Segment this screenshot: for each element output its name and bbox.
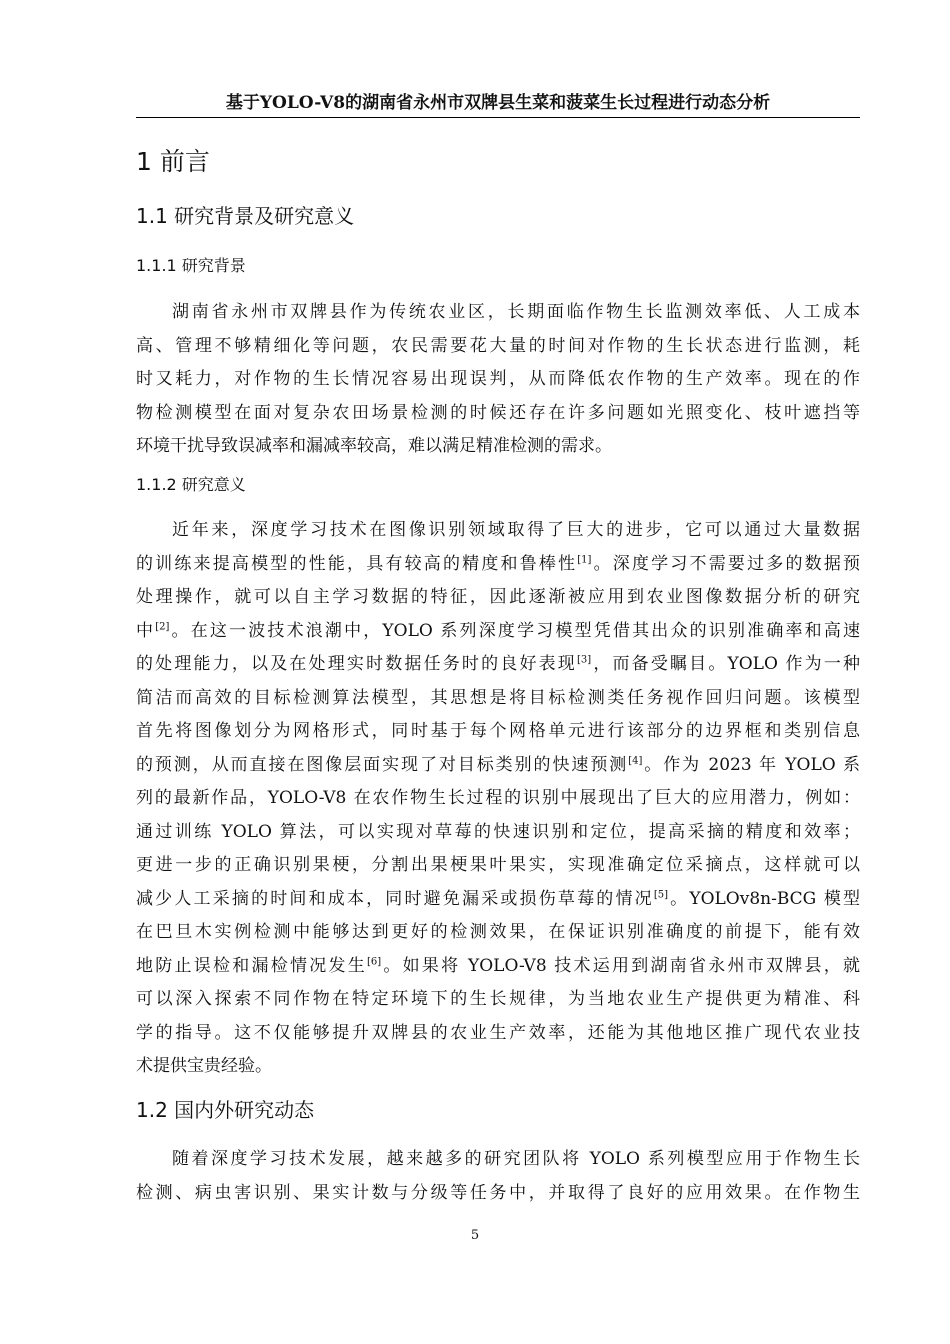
text-run: 。如果将 YOLO-V8 技术运用到湖南省永州市双牌县，就 xyxy=(381,955,860,976)
citation-ref: [4] xyxy=(628,754,643,766)
page-number: 5 xyxy=(470,1228,480,1243)
text-line xyxy=(136,883,860,917)
text-line: 环境干扰导致误减率和漏减率较高，难以满足精准检测的需求。 xyxy=(136,436,612,456)
text-line: 首先将图像划分为网格形式，同时基于每个网格单元进行该部分的边界框和类别信息 xyxy=(136,721,860,741)
citation-ref: [1] xyxy=(577,553,592,565)
text-line: 时又耗力，对作物的生长情况容易出现误判，从而降低农作物的生产效率。现在的作 xyxy=(136,369,860,389)
text-run: 的训练来提高模型的性能，具有较高的精度和鲁棒性 xyxy=(136,553,578,574)
text-run: ，而备受瞩目。YOLO 作为一种 xyxy=(591,654,860,674)
running-header: 基于YOLO-V8的湖南省永州市双牌县生菜和菠菜生长过程进行动态分析 xyxy=(136,92,860,118)
text-line: 湖南省永州市双牌县作为传统农业区，长期面临作物生长监测效率低、人工成本 xyxy=(172,302,860,322)
text-line xyxy=(136,615,860,649)
text-line: 检测、病虫害识别、果实计数与分级等任务中，并取得了良好的应用效果。在作物生 xyxy=(136,1182,860,1203)
section-1-title: 1 前言 xyxy=(136,147,210,176)
text-line: 可以深入探索不同作物在特定环境下的生长规律，为当地农业生产提供更为精准、科 xyxy=(136,989,860,1009)
paragraph-significance xyxy=(136,514,860,1084)
text-run: 。在这一波技术浪潮中，YOLO 系列深度学习模型凭借其出众的识别准确率和高速 xyxy=(169,620,861,641)
text-line: 近年来，深度学习技术在图像识别领域取得了巨大的进步，它可以通过大量数据 xyxy=(172,520,860,540)
text-run: 。深度学习不需要过多的数据预 xyxy=(591,553,861,574)
text-run: 地防止误检和漏检情况发生 xyxy=(136,955,367,976)
text-line xyxy=(136,950,860,984)
text-line xyxy=(136,548,860,582)
citation-ref: [2] xyxy=(155,620,170,632)
citation-ref: [6] xyxy=(366,955,382,967)
text-run: 减少人工采摘的时间和成本，同时避免漏采或损伤草莓的情况 xyxy=(136,888,654,909)
text-line: 在巴旦木实例检测中能够达到更好的检测效果，在保证识别准确度的前提下，能有效 xyxy=(136,922,860,942)
text-line: 列的最新作品，YOLO-V8 在农作物生长过程的识别中展现出了巨大的应用潜力，例如： xyxy=(136,788,860,808)
text-run: 的处理能力，以及在处理实时数据任务时的良好表现 xyxy=(136,654,577,674)
paragraph-background xyxy=(136,296,860,464)
text-run: 。作为 2023 年 YOLO 系 xyxy=(642,754,861,775)
text-line: 处理操作，就可以自主学习数据的特征，因此逐渐被应用到农业图像数据分析的研究 xyxy=(136,587,860,607)
text-line: 更进一步的正确识别果梗，分割出果梗果叶果实，实现准确定位采摘点，这样就可以 xyxy=(136,855,860,875)
text-line xyxy=(136,749,860,783)
section-1-2-title: 1.2 国内外研究动态 xyxy=(136,1098,315,1122)
text-line xyxy=(136,648,860,682)
citation-ref: [3] xyxy=(576,654,592,666)
text-run: 中 xyxy=(136,620,156,641)
citation-ref: [5] xyxy=(653,888,668,900)
text-line: 学的指导。这不仅能够提升双牌县的农业生产效率，还能为其他地区推广现代农业技 xyxy=(136,1022,860,1043)
text-line: 术提供宝贵经验。 xyxy=(136,1056,272,1076)
section-1-1-1-title: 1.1.1 研究背景 xyxy=(136,256,246,275)
text-run: 的预测，从而直接在图像层面实现了对目标类别的快速预测 xyxy=(136,754,629,775)
paragraph-research-status xyxy=(136,1143,860,1210)
text-line: 物检测模型在面对复杂农田场景检测的时候还存在许多问题如光照变化、枝叶遮挡等 xyxy=(136,402,860,423)
text-line: 高、管理不够精细化等问题，农民需要花大量的时间对作物的生长状态进行监测，耗 xyxy=(136,335,860,356)
section-1-1-title: 1.1 研究背景及研究意义 xyxy=(136,204,355,228)
section-1-1-2-title: 1.1.2 研究意义 xyxy=(136,475,246,494)
text-line: 通过训练 YOLO 算法，可以实现对草莓的快速识别和定位，提高采摘的精度和效率； xyxy=(136,821,860,842)
text-line: 随着深度学习技术发展，越来越多的研究团队将 YOLO 系列模型应用于作物生长 xyxy=(172,1149,860,1169)
text-line: 简洁而高效的目标检测算法模型，其思想是将目标检测类任务视作回归问题。该模型 xyxy=(136,687,860,708)
text-run: 。YOLOv8n-BCG 模型 xyxy=(667,888,860,909)
